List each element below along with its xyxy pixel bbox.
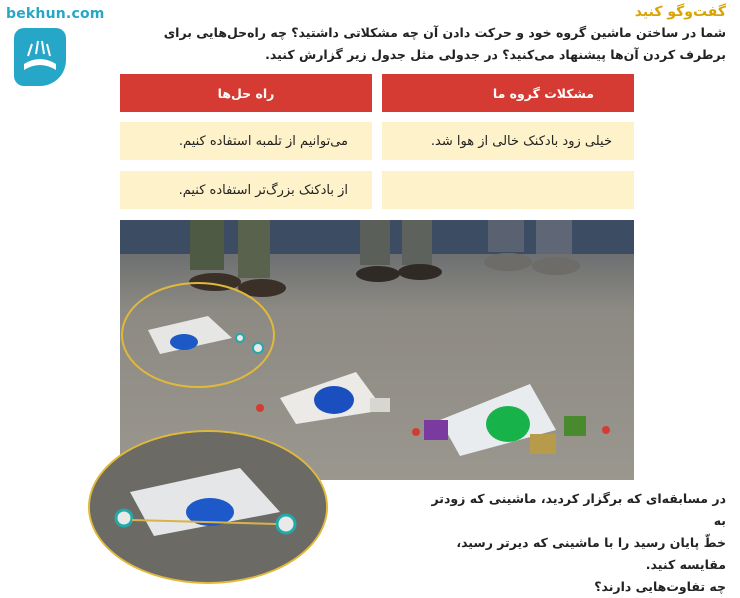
cell-solution-2	[120, 171, 372, 209]
logo-domain: bekhun.com	[6, 6, 105, 22]
header-problems-label: مشکلات گروه ما	[492, 85, 594, 101]
zoom-illustration	[90, 432, 326, 582]
cell-solution-2-text: از بادکنک بزرگ‌تر استفاده کنیم.	[178, 182, 348, 198]
zoom-detail	[88, 430, 328, 584]
cell-solution-1-text: می‌توانیم از تلمبه استفاده کنیم.	[178, 133, 348, 149]
section-title: گفت‌وگو کنید	[634, 4, 726, 20]
cell-problem-1-text: خیلی زود بادکنک خالی از هوا شد.	[430, 133, 612, 149]
header-solutions-label: راه حل‌ها	[217, 85, 275, 101]
header-solutions	[120, 74, 372, 112]
cell-solution-1	[120, 122, 372, 160]
logo-badge	[14, 28, 66, 86]
site-logo[interactable]	[0, 0, 112, 92]
cell-problem-2	[382, 171, 634, 209]
header-problems	[382, 74, 634, 112]
question-line-1: در مسابقه‌ای که برگزار کردید، ماشینی که زودتر به	[431, 491, 726, 528]
question-line-2: خطّ پایان رسید را با ماشینی که دیرتر رسید، مقایسه کنید.	[456, 535, 726, 572]
question-line-3: چه تفاوت‌هایی دارند؟	[594, 579, 726, 594]
book-icon	[20, 36, 60, 78]
question-paragraph	[426, 488, 726, 598]
intro-paragraph: شما در ساختن ماشین گروه خود و حرکت دادن آن چه مشکلاتی داشتید؟ چه راه‌حل‌هایی برای برطرف کردن آن‌ها پیشنهاد می‌کنید؟ در جدولی مثل جدول زیر گزارش کنید.	[163, 25, 726, 62]
cell-problem-1	[382, 122, 634, 160]
